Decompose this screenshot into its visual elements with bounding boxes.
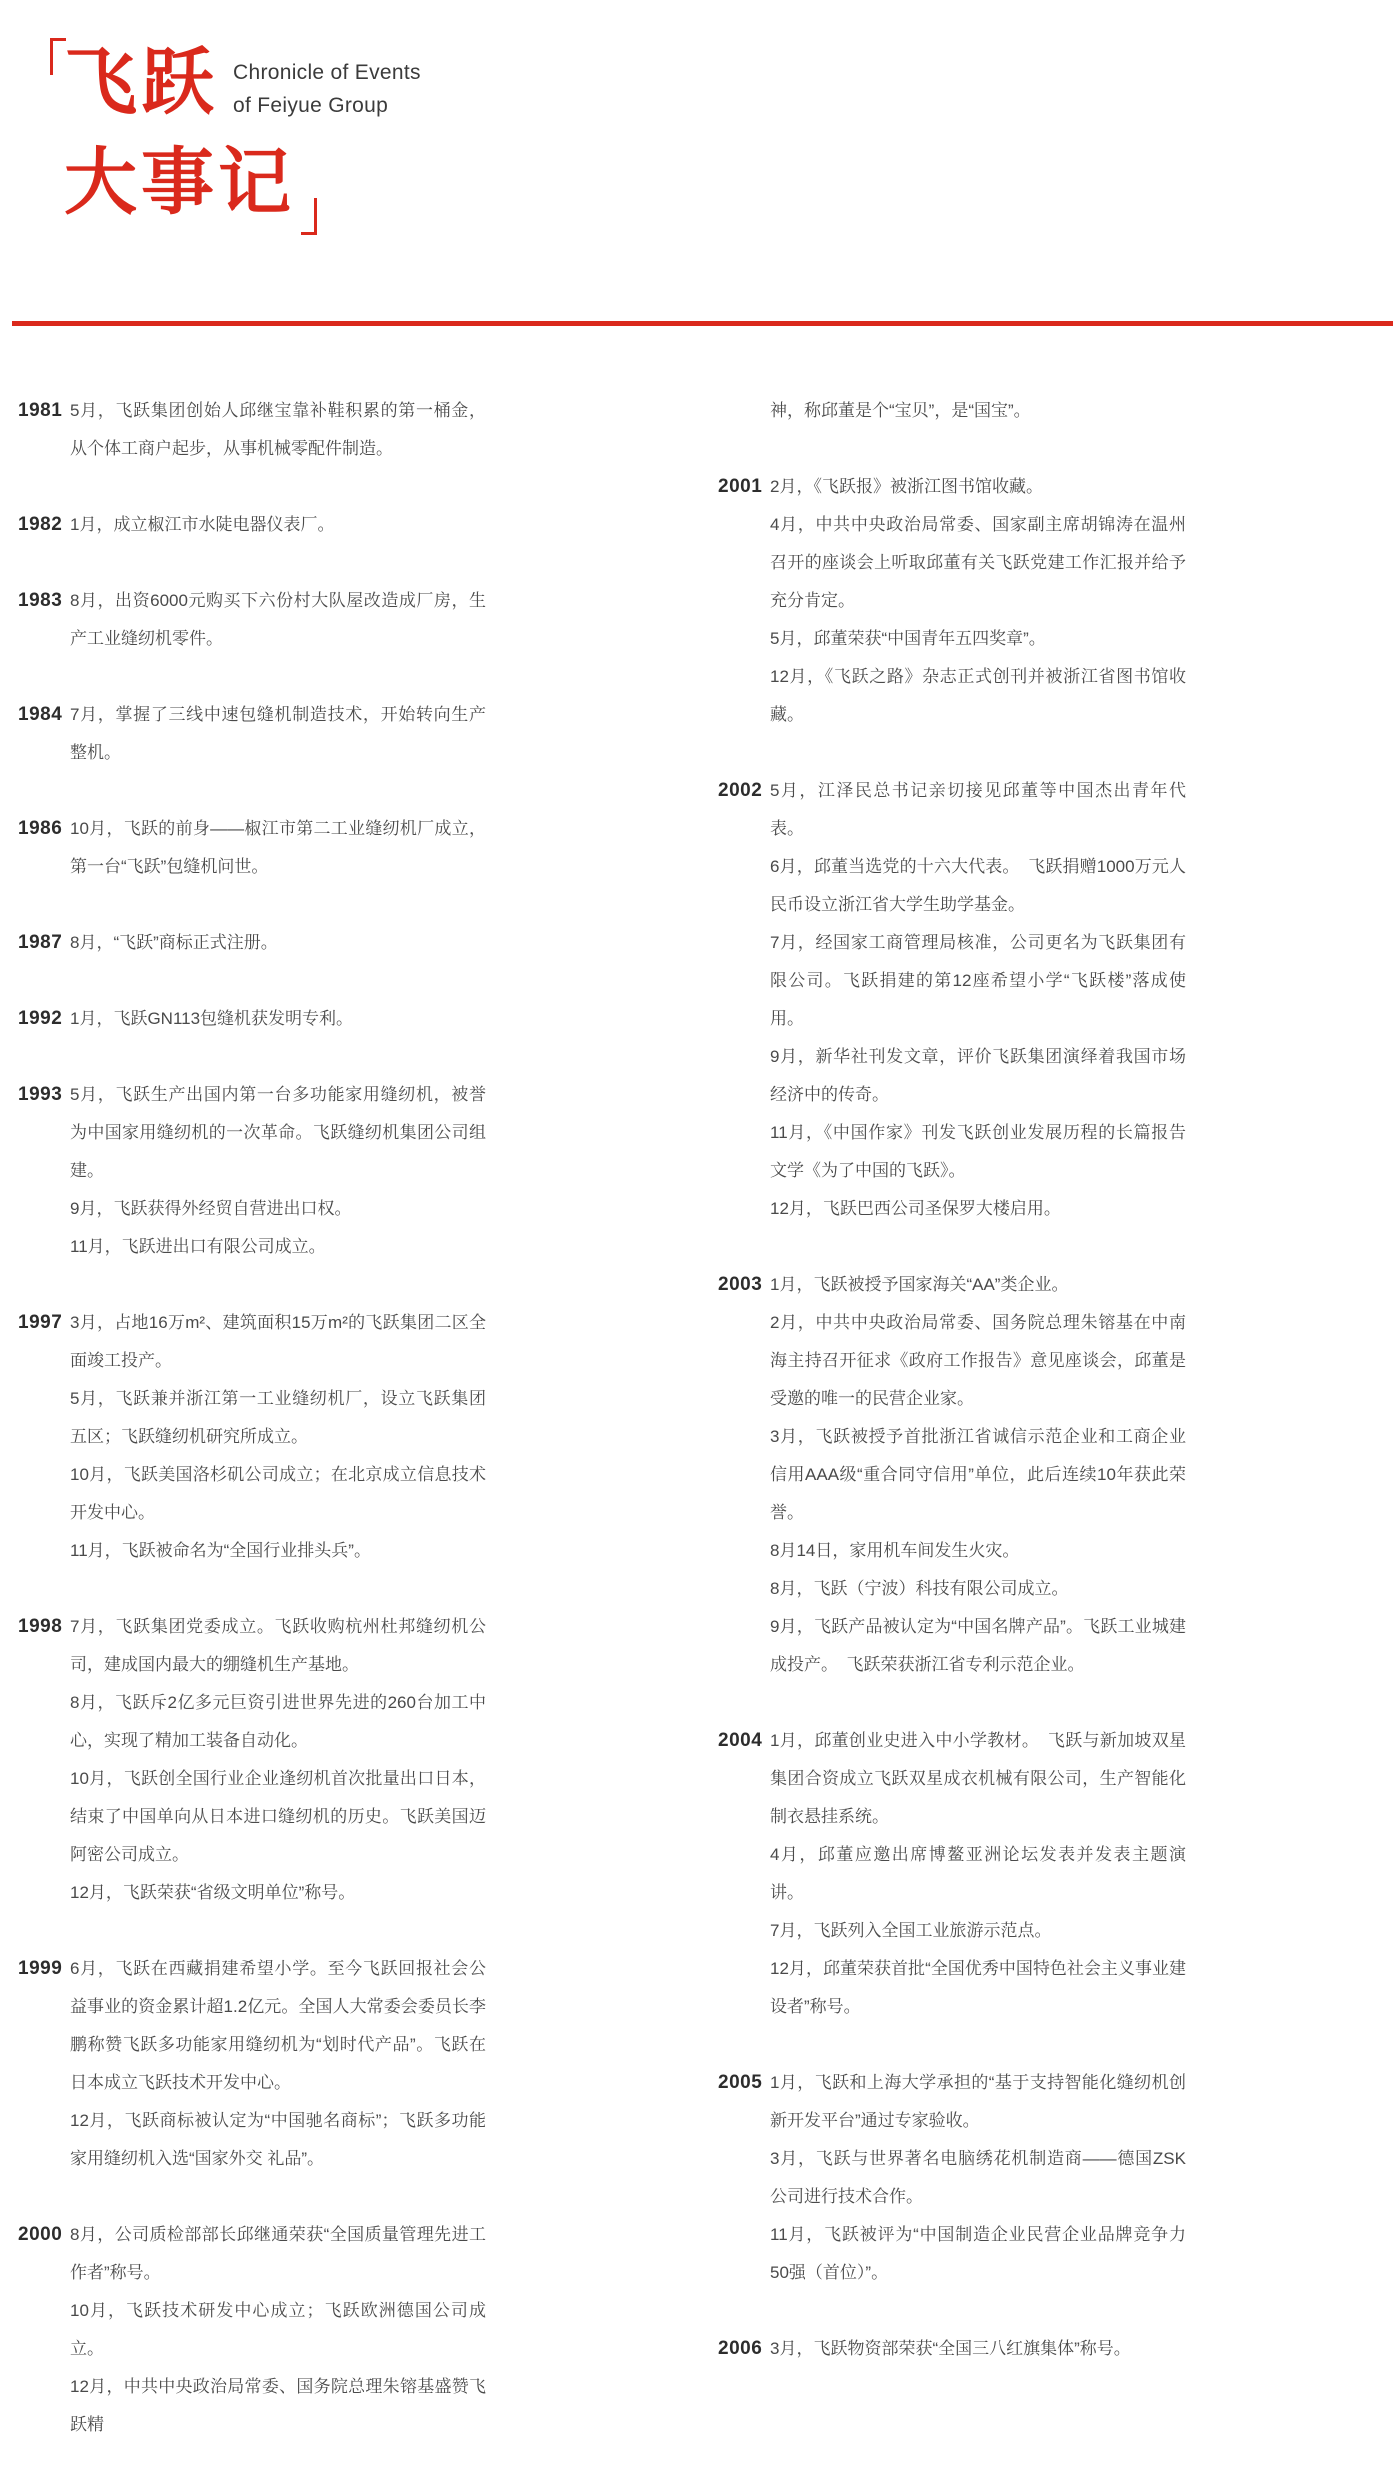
timeline-event: 10月，飞跃创全国行业企业逢纫机首次批量出口日本，结束了中国单向从日本进口缝纫机的历史。飞跃美国迈阿密公司成立。 [70,1769,486,1864]
timeline-entry [718,2330,1186,2368]
timeline-entry [18,1000,486,1038]
timeline-event: 10月，飞跃技术研发中心成立；飞跃欧洲德国公司成立。 [70,2301,486,2358]
red-divider [12,321,1393,326]
subtitle-line2: of Feiyue Group [233,94,389,117]
timeline-entry [18,696,486,772]
timeline-event: 1月，成立椒江市水陡电器仪表厂。 [70,515,335,534]
timeline-entry [718,772,1186,1228]
timeline-event: 9月，飞跃获得外经贸自营进出口权。 [70,1199,352,1218]
timeline-entry [718,392,1186,430]
timeline-event: 1月，邱董创业史进入中小学教材。 飞跃与新加坡双星集团合资成立飞跃双星成衣机械有限公司，生产智能化制衣悬挂系统。 [770,1731,1186,1826]
timeline-year: 2004 [718,1730,763,1751]
timeline-event: 11月，《中国作家》刊发飞跃创业发展历程的长篇报告文学《为了中国的飞跃》。 [770,1123,1186,1180]
timeline-entry [18,1304,486,1570]
timeline-event: 12月，中共中央政治局常委、国务院总理朱镕基盛赞飞跃精 [70,2377,486,2434]
timeline-event: 11月，飞跃被命名为“全国行业排头兵”。 [70,1541,371,1560]
timeline-event: 4月，中共中央政治局常委、国家副主席胡锦涛在温州召开的座谈会上听取邱董有关飞跃党建工作汇报并给予充分肯定。 [770,515,1186,610]
timeline-entry [18,2216,486,2444]
timeline-event: 7月，经国家工商管理局核准，公司更名为飞跃集团有限公司。飞跃捐建的第12座希望小学“飞跃楼”落成使用。 [770,933,1186,1028]
timeline-year: 1993 [18,1084,63,1105]
timeline-entry [718,1722,1186,2026]
timeline-event: 8月，“飞跃”商标正式注册。 [70,933,278,952]
timeline-event: 12月，飞跃巴西公司圣保罗大楼启用。 [770,1199,1061,1218]
right-column [718,392,1186,2406]
subtitle-line1: Chronicle of Events [233,61,421,84]
timeline-event: 2月，中共中央政治局常委、国务院总理朱镕基在中南海主持召开征求《政府工作报告》意见座谈会，邱董是受邀的唯一的民营企业家。 [770,1313,1186,1408]
timeline-entry [18,392,486,468]
page-title-cn-line1: 飞跃 [64,39,218,125]
timeline-year: 1984 [18,704,63,725]
timeline-entry [18,582,486,658]
timeline-year: 1998 [18,1616,63,1637]
timeline-year: 1992 [18,1008,63,1029]
timeline-entry [718,2064,1186,2292]
timeline-year: 1999 [18,1958,63,1979]
timeline-event: 12月，邱董荣获首批“全国优秀中国特色社会主义事业建设者”称号。 [770,1959,1186,2016]
timeline-event: 3月，飞跃被授予首批浙江省诚信示范企业和工商企业信用AAA级“重合同守信用”单位，此后连续10年获此荣誉。 [770,1427,1186,1522]
timeline-event: 10月，飞跃美国洛杉矶公司成立；在北京成立信息技术开发中心。 [70,1465,486,1522]
left-column [18,392,486,2482]
timeline-year: 1982 [18,514,63,535]
timeline-event: 12月，飞跃荣获“省级文明单位”称号。 [70,1883,356,1902]
timeline-year: 2005 [718,2072,763,2093]
timeline-event: 7月，掌握了三线中速包缝机制造技术，开始转向生产整机。 [70,705,486,762]
corner-bracket-close-icon [301,198,317,235]
timeline-event: 8月，飞跃（宁波）科技有限公司成立。 [770,1579,1069,1598]
timeline-event: 6月，邱董当选党的十六大代表。 飞跃捐赠1000万元人民币设立浙江省大学生助学基金。 [770,857,1186,914]
timeline-event: 5月，飞跃集团创始人邱继宝靠补鞋积累的第一桶金，从个体工商户起步，从事机械零配件制造。 [70,401,486,458]
timeline-event: 8月，出资6000元购买下六份村大队屋改造成厂房，生产工业缝纫机零件。 [70,591,486,648]
timeline-year: 1986 [18,818,63,839]
timeline-event: 5月，飞跃生产出国内第一台多功能家用缝纫机，被誉为中国家用缝纫机的一次革命。飞跃缝纫机集团公司组建。 [70,1085,486,1180]
timeline-entry [18,506,486,544]
timeline-event: 8月，公司质检部部长邱继通荣获“全国质量管理先进工作者”称号。 [70,2225,486,2282]
timeline-event: 11月，飞跃进出口有限公司成立。 [70,1237,326,1256]
timeline-entry [18,924,486,962]
page-subtitle-en [233,56,421,122]
timeline-event: 6月，飞跃在西藏捐建希望小学。至今飞跃回报社会公益事业的资金累计超1.2亿元。全国人大常委会委员长李鹏称赞飞跃多功能家用缝纫机为“划时代产品”。飞跃在日本成立飞跃技术开发中心。 [70,1959,486,2092]
timeline-entry [718,468,1186,734]
timeline-event: 3月，飞跃与世界著名电脑绣花机制造商——德国ZSK公司进行技术合作。 [770,2149,1186,2206]
timeline-event: 10月，飞跃的前身——椒江市第二工业缝纫机厂成立，第一台“飞跃”包缝机问世。 [70,819,486,876]
timeline-event: 7月，飞跃集团党委成立。飞跃收购杭州杜邦缝纫机公司，建成国内最大的绷缝机生产基地。 [70,1617,486,1674]
timeline-event: 5月，飞跃兼并浙江第一工业缝纫机厂，设立飞跃集团五区；飞跃缝纫机研究所成立。 [70,1389,486,1446]
timeline-event: 8月，飞跃斥2亿多元巨资引进世界先进的260台加工中心，实现了精加工装备自动化。 [70,1693,486,1750]
timeline-event: 5月，邱董荣获“中国青年五四奖章”。 [770,629,1046,648]
timeline-year: 2006 [718,2338,763,2359]
timeline-year: 2000 [18,2224,63,2245]
timeline-event: 3月，飞跃物资部荣获“全国三八红旗集体”称号。 [770,2339,1131,2358]
timeline-year: 2003 [718,1274,763,1295]
timeline-event: 1月，飞跃和上海大学承担的“基于支持智能化缝纫机创新开发平台”通过专家验收。 [770,2073,1186,2130]
timeline-event: 神，称邱董是个“宝贝”，是“国宝”。 [770,401,1031,420]
timeline-event: 2月，《飞跃报》被浙江图书馆收藏。 [770,477,1043,496]
timeline-event: 4月，邱董应邀出席博鳌亚洲论坛发表并发表主题演讲。 [770,1845,1186,1902]
timeline-event: 9月，飞跃产品被认定为“中国名牌产品”。飞跃工业城建成投产。 飞跃荣获浙江省专利示范企业。 [770,1617,1186,1674]
timeline-entry [718,1266,1186,1684]
timeline-event: 11月，飞跃被评为“中国制造企业民营企业品牌竞争力50强（首位）”。 [770,2225,1186,2282]
timeline-entry [18,1608,486,1912]
timeline-event: 12月，《飞跃之路》杂志正式创刊并被浙江省图书馆收藏。 [770,667,1186,724]
page-title-cn-line2: 大事记 [64,139,295,225]
timeline-year: 1987 [18,932,63,953]
timeline-event: 7月，飞跃列入全国工业旅游示范点。 [770,1921,1052,1940]
timeline-year: 1983 [18,590,63,611]
timeline-entry [18,1076,486,1266]
timeline-event: 12月，飞跃商标被认定为“中国驰名商标”；飞跃多功能家用缝纫机入选“国家外交 礼品”。 [70,2111,486,2168]
timeline-year: 1997 [18,1312,63,1333]
timeline-year: 2001 [718,476,763,497]
timeline-event: 9月，新华社刊发文章，评价飞跃集团演绎着我国市场经济中的传奇。 [770,1047,1186,1104]
timeline-event: 3月，占地16万m²、建筑面积15万m²的飞跃集团二区全面竣工投产。 [70,1313,486,1370]
timeline-event: 1月，飞跃被授予国家海关“AA”类企业。 [770,1275,1069,1294]
timeline-event: 1月，飞跃GN113包缝机获发明专利。 [70,1009,354,1028]
timeline-entry [18,810,486,886]
timeline-year: 1981 [18,400,63,421]
timeline-entry [18,1950,486,2178]
timeline-event: 8月14日，家用机车间发生火灾。 [770,1541,1020,1560]
timeline-year: 2002 [718,780,763,801]
timeline-event: 5月，江泽民总书记亲切接见邱董等中国杰出青年代表。 [770,781,1186,838]
